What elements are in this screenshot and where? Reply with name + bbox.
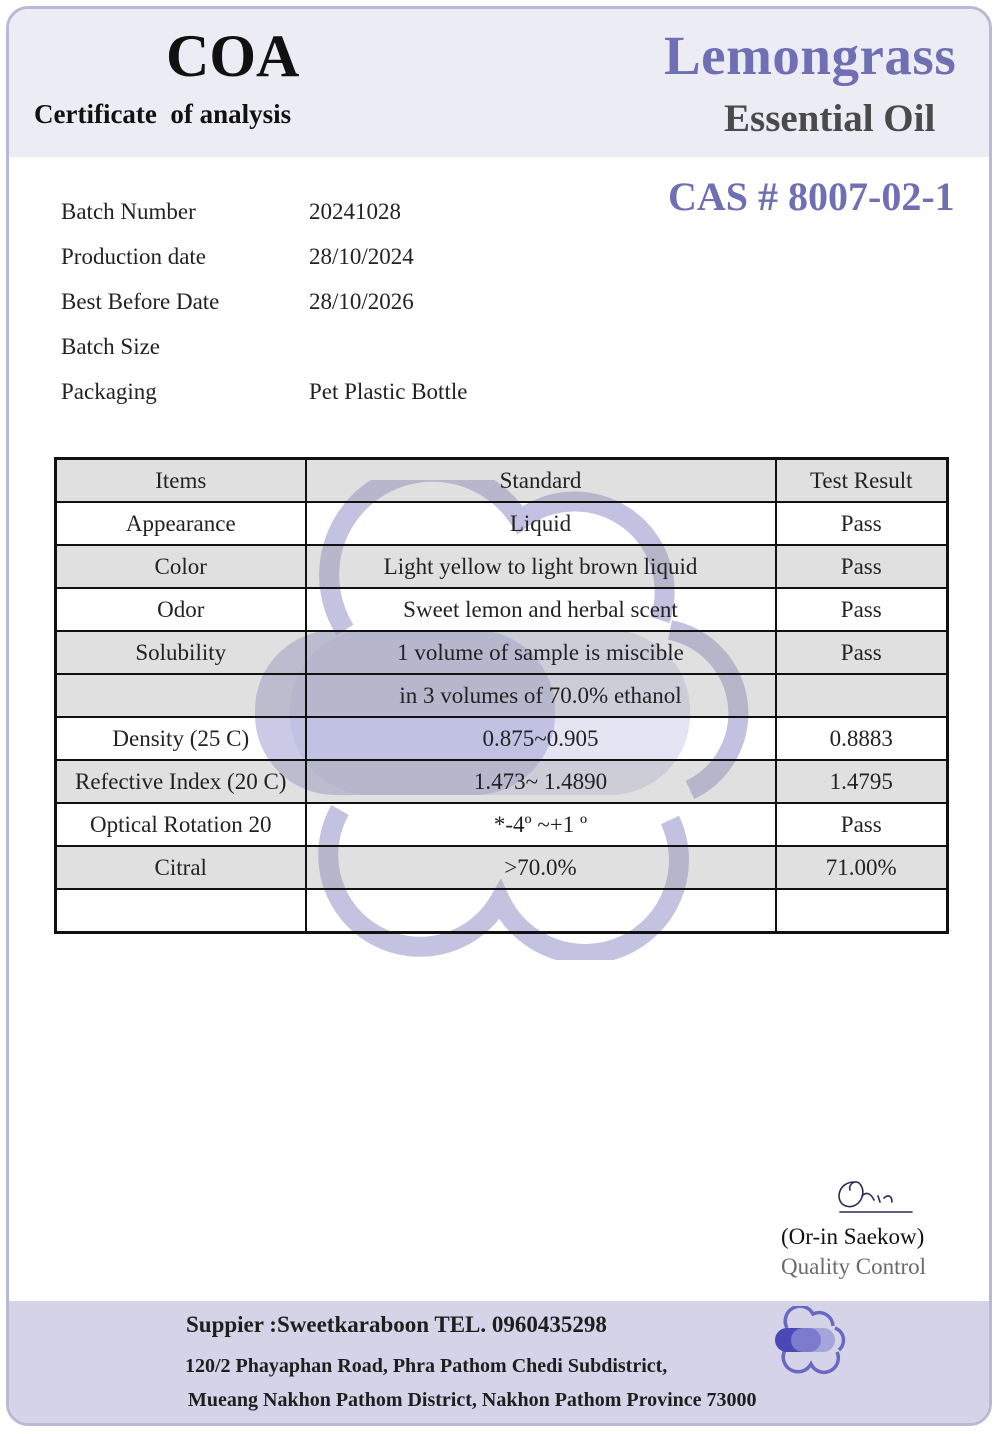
item-cell: Odor: [56, 588, 306, 631]
standard-cell: 0.875~0.905: [306, 717, 776, 760]
result-cell: [776, 674, 948, 717]
standard-cell: Liquid: [306, 502, 776, 545]
production-date-label: Production date: [61, 244, 206, 269]
result-cell: 1.4795: [776, 760, 948, 803]
result-cell: Pass: [776, 545, 948, 588]
result-cell: Pass: [776, 803, 948, 846]
best-before-value: 28/10/2026: [309, 289, 414, 314]
address-line-2: Mueang Nakhon Pathom District, Nakhon Pathom Province 73000: [188, 1389, 757, 1411]
result-cell: 0.8883: [776, 717, 948, 760]
flower-logo: [771, 1306, 853, 1380]
item-cell: Citral: [56, 846, 306, 889]
packaging-label: Packaging: [61, 379, 157, 404]
supplier-line: [186, 1313, 607, 1336]
table-row: [56, 502, 948, 545]
table-header-row: [56, 459, 948, 503]
table-row: [56, 631, 948, 674]
best-before-label: Best Before Date: [61, 289, 220, 314]
batch-number-value: 20241028: [309, 199, 401, 224]
standard-cell: [306, 889, 776, 933]
table-row: [56, 545, 948, 588]
batch-size-label: Batch Size: [61, 334, 160, 359]
signature-image: [832, 1174, 917, 1216]
result-cell: Pass: [776, 502, 948, 545]
product-type: Essential Oil: [724, 97, 936, 140]
address-line-1: 120/2 Phayaphan Road, Phra Pathom Chedi Subdistrict,: [185, 1355, 668, 1377]
result-cell: 71.00%: [776, 846, 948, 889]
packaging-value: Pet Plastic Bottle: [309, 379, 468, 404]
document-subtitle: Certificate of analysis: [34, 99, 292, 129]
table-row: [56, 674, 948, 717]
column-header-items: Items: [56, 459, 306, 503]
standard-cell: Sweet lemon and herbal scent: [306, 588, 776, 631]
table-row: [56, 846, 948, 889]
standard-cell: *-4º ~+1 º: [306, 803, 776, 846]
standard-cell: Light yellow to light brown liquid: [306, 545, 776, 588]
item-cell: Solubility: [56, 631, 306, 674]
qc-signatory-title: Quality Control: [781, 1254, 927, 1279]
results-table: [54, 457, 949, 934]
item-cell: [56, 674, 306, 717]
table-row: [56, 717, 948, 760]
item-cell: Optical Rotation 20: [56, 803, 306, 846]
product-name: Lemongrass: [664, 25, 957, 86]
supplier-phone: TEL. 0960435298: [434, 1312, 607, 1337]
production-date-value: 28/10/2024: [309, 244, 414, 269]
result-cell: Pass: [776, 631, 948, 674]
table-row: [56, 588, 948, 631]
batch-number-label: Batch Number: [61, 199, 196, 224]
column-header-standard: Standard: [306, 459, 776, 503]
item-cell: Appearance: [56, 502, 306, 545]
cas-number: CAS # 8007-02-1: [668, 174, 955, 219]
item-cell: Color: [56, 545, 306, 588]
standard-cell: in 3 volumes of 70.0% ethanol: [306, 674, 776, 717]
standard-cell: 1 volume of sample is miscible: [306, 631, 776, 674]
item-cell: Refective Index (20 C): [56, 760, 306, 803]
result-cell: [776, 889, 948, 933]
column-header-test-result: Test Result: [776, 459, 948, 503]
document-title: COA: [166, 23, 300, 89]
result-cell: Pass: [776, 588, 948, 631]
standard-cell: 1.473~ 1.4890: [306, 760, 776, 803]
table-row: [56, 760, 948, 803]
standard-cell: >70.0%: [306, 846, 776, 889]
table-row: [56, 803, 948, 846]
qc-signatory-name: (Or-in Saekow): [781, 1224, 925, 1249]
supplier-name: Suppier :Sweetkaraboon: [186, 1312, 430, 1337]
item-cell: Density (25 C): [56, 717, 306, 760]
item-cell: [56, 889, 306, 933]
table-row: [56, 889, 948, 933]
